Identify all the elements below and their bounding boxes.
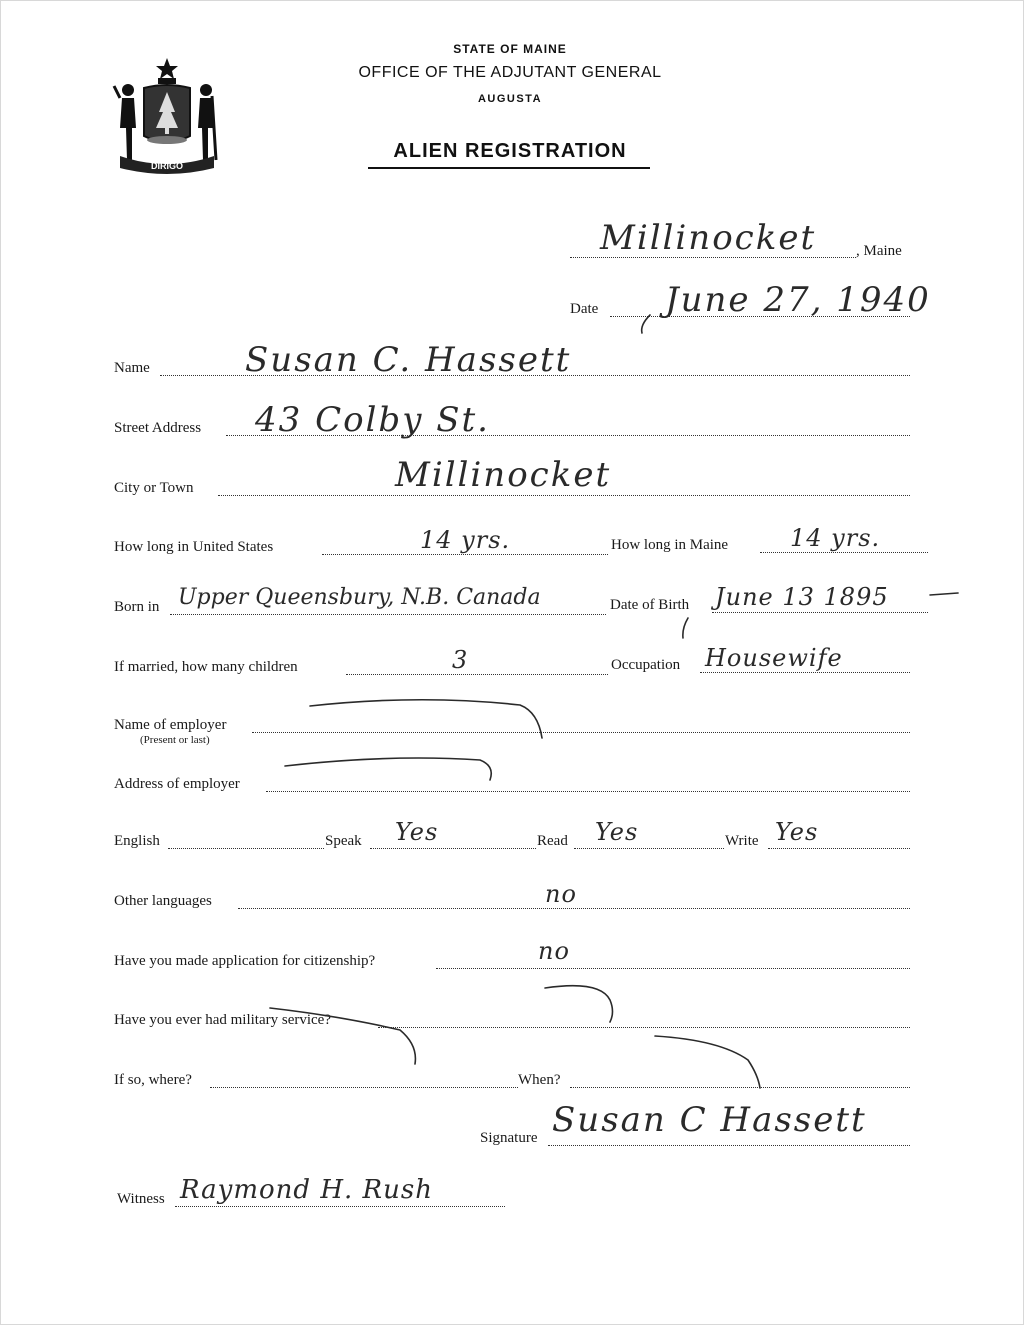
how-long-maine-value: 14 yrs. bbox=[790, 524, 881, 552]
occupation-value: Housewife bbox=[705, 644, 843, 672]
children-value: 3 bbox=[452, 646, 469, 674]
header-city: AUGUSTA bbox=[477, 93, 543, 105]
title-underline bbox=[368, 167, 650, 169]
date-of-birth-dotted-line bbox=[712, 612, 928, 613]
born-in-value: Upper Queensbury, N.B. Canada bbox=[178, 585, 541, 610]
town-value: Millinocket bbox=[600, 218, 817, 258]
city-or-town-dotted-line bbox=[218, 495, 910, 496]
how-long-us-value: 14 yrs. bbox=[420, 526, 511, 554]
state-seal-icon bbox=[112, 56, 222, 176]
speak-label: Speak bbox=[325, 833, 362, 849]
when-label: When? bbox=[518, 1072, 561, 1088]
occupation-label: Occupation bbox=[611, 657, 681, 673]
how-long-maine-dotted-line bbox=[760, 552, 928, 553]
date-of-birth-label: Date of Birth bbox=[610, 597, 690, 613]
witness-value: Raymond H. Rush bbox=[180, 1175, 433, 1205]
street-address-label: Street Address bbox=[114, 420, 202, 436]
military-dotted-line bbox=[378, 1027, 910, 1028]
how-long-us-dotted-line bbox=[322, 554, 608, 555]
children-dotted-line bbox=[346, 674, 608, 675]
where-dotted-line bbox=[210, 1087, 518, 1088]
employer-name-dotted-line bbox=[252, 732, 910, 733]
signature-value: Susan C Hassett bbox=[552, 1100, 867, 1140]
citizenship-label: Have you made application for citizenship? bbox=[114, 953, 376, 969]
witness-label: Witness bbox=[117, 1191, 165, 1207]
header-state: STATE OF MAINE bbox=[453, 42, 567, 56]
born-in-dotted-line bbox=[170, 614, 606, 615]
read-dotted-line bbox=[574, 848, 724, 849]
employer-name-sublabel: (Present or last) bbox=[140, 734, 210, 746]
employer-address-label: Address of employer bbox=[114, 776, 240, 792]
town-suffix: , Maine bbox=[856, 243, 902, 259]
how-long-maine-label: How long in Maine bbox=[611, 537, 729, 553]
read-value: Yes bbox=[595, 818, 639, 846]
name-label: Name bbox=[114, 360, 150, 376]
other-languages-dotted-line bbox=[238, 908, 910, 909]
speak-value: Yes bbox=[395, 818, 439, 846]
military-label: Have you ever had military service? bbox=[114, 1012, 331, 1028]
citizenship-dotted-line bbox=[436, 968, 910, 969]
street-address-value: 43 Colby St. bbox=[255, 400, 490, 440]
citizenship-value: no bbox=[538, 937, 570, 965]
signature-label: Signature bbox=[480, 1130, 538, 1146]
witness-dotted-line bbox=[175, 1206, 505, 1207]
city-or-town-value: Millinocket bbox=[395, 455, 612, 495]
write-value: Yes bbox=[775, 818, 819, 846]
date-label: Date bbox=[570, 301, 599, 317]
date-of-birth-value: June 13 1895 bbox=[715, 583, 889, 611]
name-value: Susan C. Hassett bbox=[245, 340, 572, 380]
write-label: Write bbox=[725, 833, 759, 849]
header-office: OFFICE OF THE ADJUTANT GENERAL bbox=[358, 64, 662, 81]
english-dotted-line bbox=[168, 848, 324, 849]
occupation-dotted-line bbox=[700, 672, 910, 673]
english-label: English bbox=[114, 833, 160, 849]
city-or-town-label: City or Town bbox=[114, 480, 194, 496]
speak-dotted-line bbox=[370, 848, 536, 849]
form-title: ALIEN REGISTRATION bbox=[393, 140, 627, 162]
how-long-us-label: How long in United States bbox=[114, 539, 274, 555]
other-languages-value: no bbox=[545, 880, 577, 908]
employer-name-label: Name of employer bbox=[114, 717, 227, 733]
svg-text:DIRIGO: DIRIGO bbox=[150, 161, 184, 171]
read-label: Read bbox=[537, 833, 568, 849]
date-value: June 27, 1940 bbox=[665, 280, 931, 320]
write-dotted-line bbox=[768, 848, 910, 849]
where-label: If so, where? bbox=[114, 1072, 192, 1088]
when-dotted-line bbox=[570, 1087, 910, 1088]
signature-dotted-line bbox=[548, 1145, 910, 1146]
other-languages-label: Other languages bbox=[114, 893, 212, 909]
born-in-label: Born in bbox=[114, 599, 160, 615]
employer-address-dotted-line bbox=[266, 791, 910, 792]
children-label: If married, how many children bbox=[114, 659, 298, 675]
